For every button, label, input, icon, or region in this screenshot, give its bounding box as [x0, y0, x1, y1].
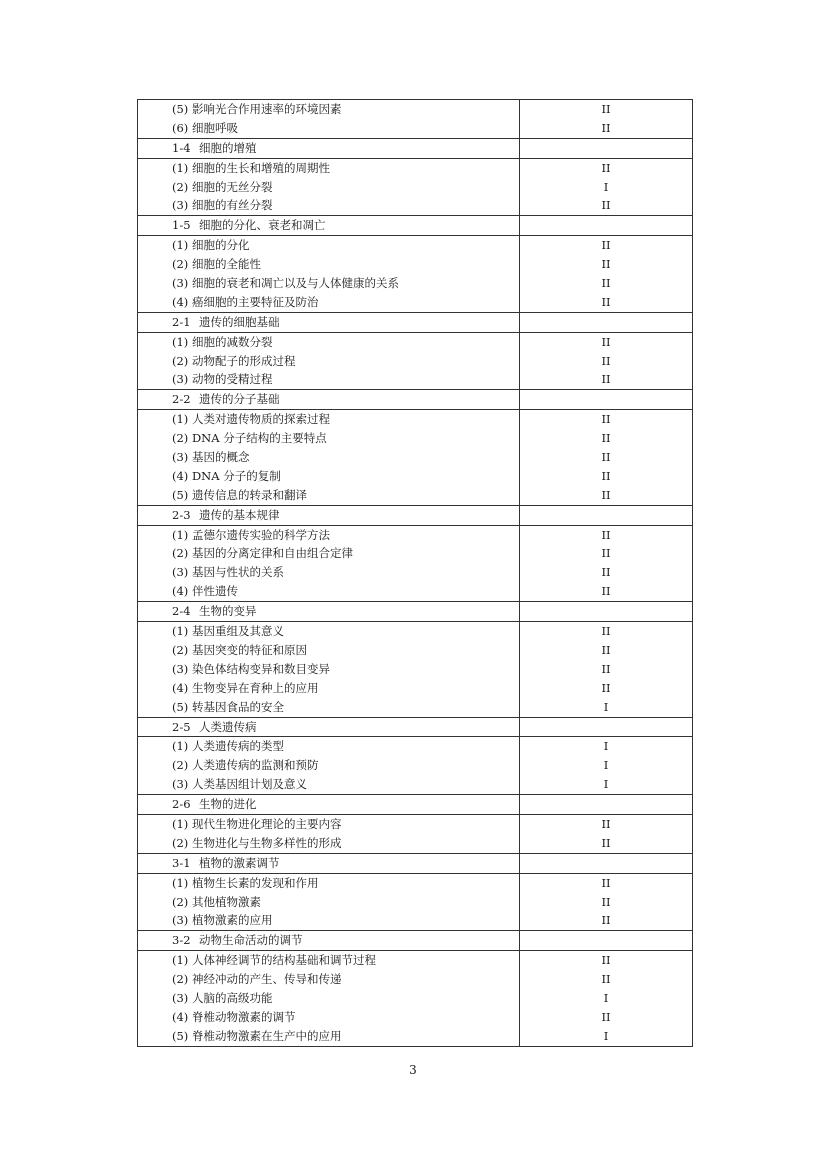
requirement-level: II — [601, 642, 611, 657]
section-items-row — [138, 158, 693, 216]
section-header-cell — [138, 216, 520, 236]
topic-item: (1) 现代生物进化理论的主要内容 — [172, 816, 342, 831]
section-title: 动物生命活动的调节 — [199, 933, 303, 948]
topic-item: (1) 基因重组及其意义 — [172, 624, 284, 639]
topic-item: (3) 人类基因组计划及意义 — [172, 777, 307, 792]
topic-item: (3) 基因的概念 — [172, 450, 250, 465]
requirement-level: II — [601, 527, 611, 542]
topic-item: (5) 转基因食品的安全 — [172, 699, 284, 714]
requirement-level: II — [601, 102, 611, 116]
section-code: 1-4 — [172, 140, 191, 155]
section-items-row — [138, 873, 693, 931]
requirement-level: I — [603, 758, 609, 773]
section-items-row — [138, 332, 693, 390]
section-items-row — [138, 951, 693, 1046]
section-code: 3-2 — [172, 933, 191, 948]
topic-item: (3) 细胞的有丝分裂 — [172, 198, 273, 213]
requirement-level: II — [601, 584, 611, 599]
section-heading — [138, 390, 519, 409]
section-title: 生物的变异 — [199, 604, 257, 619]
topic-item: (2) 基因突变的特征和原因 — [172, 642, 307, 657]
section-header-cell — [138, 853, 520, 873]
section-title: 细胞的分化、衰老和凋亡 — [199, 218, 326, 233]
items-cell — [138, 951, 520, 1046]
section-header-level-cell — [520, 853, 693, 873]
items-cell — [138, 332, 520, 390]
topic-item: (4) DNA 分子的复制 — [172, 468, 281, 483]
section-header-level-cell — [520, 602, 693, 622]
section-header-row — [138, 717, 693, 737]
section-title: 生物的进化 — [199, 797, 257, 812]
levels-cell — [520, 236, 693, 313]
topic-item: (3) 人脑的高级功能 — [172, 990, 273, 1005]
section-title: 人类遗传病 — [199, 719, 257, 734]
requirement-level: II — [601, 487, 611, 502]
section-title: 遗传的分子基础 — [199, 392, 280, 407]
section-header-row — [138, 931, 693, 951]
topic-item: (4) 脊椎动物激素的调节 — [172, 1009, 296, 1024]
requirement-level: II — [601, 546, 611, 561]
requirement-level: II — [601, 372, 611, 387]
requirement-level: II — [601, 624, 611, 639]
section-heading — [138, 506, 519, 525]
section-heading — [138, 216, 519, 235]
topic-item: (5) 脊椎动物激素在生产中的应用 — [172, 1028, 342, 1043]
section-items-row — [138, 410, 693, 505]
section-header-cell — [138, 602, 520, 622]
section-heading — [138, 718, 519, 737]
items-cell — [138, 158, 520, 216]
section-code: 2-5 — [172, 719, 191, 734]
section-header-row — [138, 505, 693, 525]
requirement-level: II — [601, 120, 611, 135]
section-code: 1-5 — [172, 218, 191, 233]
section-heading — [138, 854, 519, 873]
requirement-level: I — [603, 990, 609, 1005]
topic-item: (3) 细胞的衰老和凋亡以及与人体健康的关系 — [172, 276, 399, 291]
levels-cell — [520, 873, 693, 931]
levels-cell — [520, 737, 693, 795]
requirement-level: II — [601, 257, 611, 272]
requirement-level: II — [601, 1009, 611, 1024]
section-code: 2-1 — [172, 314, 191, 329]
requirement-level: II — [601, 680, 611, 695]
requirement-level: II — [601, 238, 611, 253]
requirement-level: I — [603, 777, 609, 792]
section-code: 2-4 — [172, 604, 191, 619]
items-cell — [138, 236, 520, 313]
topic-item: (2) DNA 分子结构的主要特点 — [172, 431, 327, 446]
section-code: 2-3 — [172, 507, 191, 522]
items-cell — [138, 525, 520, 602]
levels-cell — [520, 814, 693, 853]
section-header-level-cell — [520, 505, 693, 525]
topic-item: (1) 人类遗传病的类型 — [172, 739, 284, 754]
topic-item: (2) 细胞的无丝分裂 — [172, 179, 273, 194]
topic-item: (3) 植物激素的应用 — [172, 913, 273, 928]
requirement-level: II — [601, 353, 611, 368]
requirement-level: II — [601, 450, 611, 465]
requirement-level: II — [601, 468, 611, 483]
section-header-cell — [138, 795, 520, 815]
topic-item: (1) 细胞的分化 — [172, 238, 250, 253]
section-items-row — [138, 737, 693, 795]
topic-item: (4) 伴性遗传 — [172, 584, 238, 599]
requirement-level: I — [603, 699, 609, 714]
items-cell — [138, 410, 520, 505]
items-cell — [138, 737, 520, 795]
topic-item: (3) 动物的受精过程 — [172, 372, 273, 387]
levels-cell — [520, 951, 693, 1046]
requirement-level: II — [601, 913, 611, 928]
topic-item: (4) 生物变异在育种上的应用 — [172, 680, 319, 695]
levels-cell — [520, 332, 693, 390]
requirement-level: II — [601, 334, 611, 349]
section-header-row — [138, 138, 693, 158]
requirement-level: I — [603, 179, 609, 194]
section-items-row — [138, 100, 693, 139]
section-header-level-cell — [520, 717, 693, 737]
section-header-row — [138, 216, 693, 236]
topic-item: (5) 影响光合作用速率的环境因素 — [172, 102, 342, 116]
topic-item: (1) 孟德尔遗传实验的科学方法 — [172, 527, 330, 542]
requirement-level: II — [601, 276, 611, 291]
section-header-level-cell — [520, 216, 693, 236]
requirement-level: II — [601, 160, 611, 175]
requirement-level: II — [601, 953, 611, 968]
topic-item: (2) 其他植物激素 — [172, 894, 261, 909]
section-title: 遗传的基本规律 — [199, 507, 280, 522]
requirement-level: I — [603, 1028, 609, 1043]
section-header-row — [138, 602, 693, 622]
levels-cell — [520, 100, 693, 139]
section-header-level-cell — [520, 795, 693, 815]
section-header-row — [138, 312, 693, 332]
section-title: 植物的激素调节 — [199, 855, 280, 870]
requirement-level: II — [601, 661, 611, 676]
section-heading — [138, 139, 519, 158]
requirement-level: II — [601, 431, 611, 446]
section-heading — [138, 795, 519, 814]
topic-item: (1) 细胞的减数分裂 — [172, 334, 273, 349]
requirement-level: II — [601, 816, 611, 831]
section-items-row — [138, 622, 693, 717]
levels-cell — [520, 525, 693, 602]
section-heading — [138, 931, 519, 950]
section-header-cell — [138, 931, 520, 951]
requirement-level: II — [601, 198, 611, 213]
topic-item: (3) 基因与性状的关系 — [172, 565, 284, 580]
section-items-row — [138, 814, 693, 853]
section-items-row — [138, 525, 693, 602]
section-title: 细胞的增殖 — [199, 140, 257, 155]
section-header-level-cell — [520, 390, 693, 410]
topic-item: (1) 植物生长素的发现和作用 — [172, 875, 319, 890]
topic-item: (2) 细胞的全能性 — [172, 257, 261, 272]
section-code: 2-2 — [172, 392, 191, 407]
section-header-row — [138, 853, 693, 873]
section-code: 3-1 — [172, 855, 191, 870]
section-header-row — [138, 795, 693, 815]
requirement-level: II — [601, 412, 611, 427]
section-header-level-cell — [520, 931, 693, 951]
topic-item: (5) 遗传信息的转录和翻译 — [172, 487, 307, 502]
section-header-cell — [138, 390, 520, 410]
levels-cell — [520, 410, 693, 505]
page-number: 3 — [409, 1063, 417, 1077]
syllabus-table-body — [138, 100, 693, 1047]
section-heading — [138, 313, 519, 332]
syllabus-table — [137, 99, 693, 1047]
requirement-level: II — [601, 294, 611, 309]
topic-item: (1) 人类对遗传物质的探索过程 — [172, 412, 330, 427]
levels-cell — [520, 622, 693, 717]
section-header-cell — [138, 717, 520, 737]
section-heading — [138, 602, 519, 621]
topic-item: (4) 癌细胞的主要特征及防治 — [172, 294, 319, 309]
topic-item: (6) 细胞呼吸 — [172, 120, 238, 135]
topic-item: (2) 生物进化与生物多样性的形成 — [172, 835, 342, 850]
section-header-row — [138, 390, 693, 410]
section-header-level-cell — [520, 138, 693, 158]
section-code: 2-6 — [172, 797, 191, 812]
section-header-cell — [138, 312, 520, 332]
topic-item: (2) 神经冲动的产生、传导和传递 — [172, 972, 342, 987]
section-title: 遗传的细胞基础 — [199, 314, 280, 329]
topic-item: (2) 人类遗传病的监测和预防 — [172, 758, 319, 773]
requirement-level: II — [601, 565, 611, 580]
items-cell — [138, 622, 520, 717]
topic-item: (2) 动物配子的形成过程 — [172, 353, 296, 368]
items-cell — [138, 100, 520, 139]
section-items-row — [138, 236, 693, 313]
requirement-level: I — [603, 739, 609, 754]
section-header-cell — [138, 138, 520, 158]
requirement-level: II — [601, 894, 611, 909]
requirement-level: II — [601, 972, 611, 987]
section-header-level-cell — [520, 312, 693, 332]
topic-item: (1) 细胞的生长和增殖的周期性 — [172, 160, 330, 175]
items-cell — [138, 814, 520, 853]
items-cell — [138, 873, 520, 931]
requirement-level: II — [601, 875, 611, 890]
topic-item: (2) 基因的分离定律和自由组合定律 — [172, 546, 353, 561]
requirement-level: II — [601, 835, 611, 850]
topic-item: (1) 人体神经调节的结构基础和调节过程 — [172, 953, 376, 968]
levels-cell — [520, 158, 693, 216]
topic-item: (3) 染色体结构变异和数目变异 — [172, 661, 330, 676]
section-header-cell — [138, 505, 520, 525]
